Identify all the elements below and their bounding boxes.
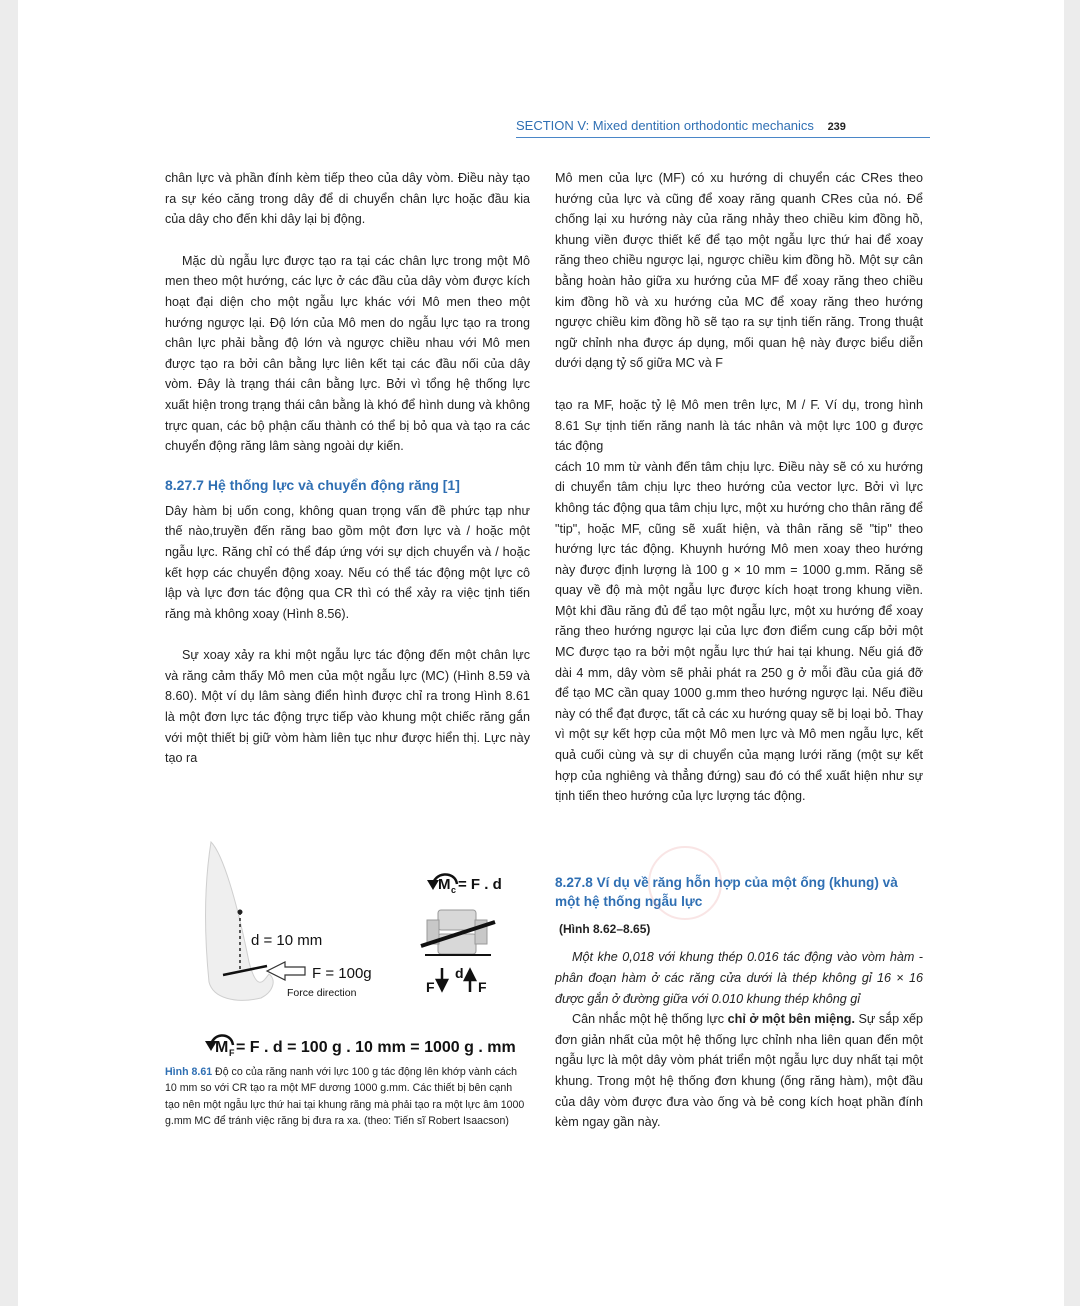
mf-symbol: M xyxy=(215,1039,229,1056)
svg-text:F: F xyxy=(426,979,435,995)
figure-reference: (Hình 8.62–8.65) xyxy=(559,921,651,936)
svg-text:F: F xyxy=(229,1048,235,1058)
caption-text: Độ co của răng nanh với lực 100 g tác động lên khớp vành cách 10 mm so với CR tạo ra một MF dương 1000 g.mm. Các thiết bị bên cạnh tạo nên một ngẫu lực thứ hai tại khung răng mà phải tạo ra một lực âm 1000 g.mm MC để tránh việc răng bị đưa ra xa. (theo: Tiến sĩ Robert Isaacson) xyxy=(165,1066,525,1128)
mf-equation: = F . d = 100 g . 10 mm = 1000 g . mm xyxy=(236,1039,516,1056)
paragraph: Mô men của lực (MF) có xu hướng di chuyển các CRes theo hướng của lực và cũng để xoay răng quanh CRes của nó. Để chống lại xu hướng này của răng nhảy theo chiều kim đồng hồ, khung viền được thiết kế để tạo một ngẫu lực thứ hai để xoay răng theo chiều ngược lại, ngược chiều kim đồng hồ. Một sự cân bằng hoàn hảo giữa xu hướng của MF để xoay răng theo chiều kim đồng hồ và xu hướng của MC để xoay răng theo hướng ngược chiều kim đồng hồ sẽ tạo ra sự tịnh tiến răng. Trong thuật ngữ chỉnh nha được áp dụng, mối quan hệ này được biểu diễn dưới dạng tỷ số giữa MC và F xyxy=(555,171,923,371)
faint-stamp-mark xyxy=(648,846,722,920)
section-heading-8-27-7 xyxy=(165,476,530,495)
force-label: F = 100g xyxy=(312,965,372,982)
bracket-diagram xyxy=(421,910,495,955)
paragraph: Cân nhắc một hệ thống lực chỉ ở một bên miệng. Sự sắp xếp đơn giản nhất của một hệ thống lực chỉnh nha liên quan đến một ngẫu lực là một dây vòm phát triển một ngẫu lực duy nhất tại một khung. Trong một hệ thống đơn khung (ống răng hàm), một đầu của dây vòm được đưa vào ống và bẻ cong kích hoạt phần đính kèm ngay gần này. xyxy=(555,1012,923,1130)
cr-dot xyxy=(238,910,243,915)
down-arrow-icon xyxy=(437,968,447,990)
running-header xyxy=(516,118,930,133)
left-column xyxy=(165,168,530,769)
figure-label: Hình 8.61 xyxy=(165,1066,213,1078)
paragraph: chân lực và phần đính kèm tiếp theo của dây vòm. Điều này tạo ra sự kéo căng trong dây để di chuyển chân lực hoặc đầu kia của dây cho đến khi dây lại bị động. xyxy=(165,171,530,227)
mc-equation: = F . d xyxy=(458,876,502,893)
paragraph: cách 10 mm từ vành đến tâm chịu lực. Điều này sẽ có xu hướng di chuyển tâm chịu lực theo hướng của vector lực. Bởi vì lực không tác động qua tâm chịu lực, một xu hướng cho thân răng để "tip", hoặc MF, cũng sẽ xuất hiện, và thân răng sẽ "tip" theo hướng lực tác động. Khuynh hướng Mô men xoay theo hướng này được định lượng là 100 g × 10 mm = 1000 g.mm. Răng sẽ quay về độ mà một ngẫu lực được kích hoạt trong khung viền. Một khi đầu răng đủ để tạo một ngẫu lực, một xu hướng để xoay răng theo hướng ngược lại của lực đơn điểm cung cấp bởi một MC được tạo ra bởi một ngẫu lực thứ hai tại khung. Nếu giá đỡ dài 4 mm, dây vòm sẽ phải phát ra 250 g ở mỗi đầu của giá đỡ để tạo MC cần quay 1000 g.mm theo hướng ngược lại. Nếu điều này có thể đạt được, tất cả các xu hướng quay sẽ bị loại bỏ. Thay vì một sự kết hợp của một Mô men lực và Mô men ngẫu lực, kết quả cuối cùng và sự di chuyển của mạng lưới răng (một sự kết hợp của nghiêng và thẳng đứng) sau đó có thể xuất hiện như sự tịnh tiến theo hướng của lực lượng tác động. xyxy=(555,459,923,804)
distance-label: d = 10 mm xyxy=(251,932,323,949)
header-rule xyxy=(516,137,930,138)
bold-phrase: chỉ ở một bên miệng. xyxy=(727,1012,855,1027)
svg-text:d: d xyxy=(455,965,464,981)
svg-text:F: F xyxy=(478,979,487,995)
figure-caption xyxy=(165,1064,525,1130)
heading-text: Hệ thống lực và chuyển động răng [1] xyxy=(207,476,460,493)
heading-number: 8.27.7 xyxy=(165,476,204,493)
paragraph: tạo ra MF, hoặc tỷ lệ Mô men trên lực, M / F. Ví dụ, trong hình 8.61 Sự tịnh tiến răng nanh là tác nhân và một lực 100 g được tác động xyxy=(555,397,923,454)
paragraph: Mặc dù ngẫu lực được tạo ra tại các chân lực trong một Mô men theo một hướng, các lực ở các đầu của dây vòm được kích hoạt đại diện cho một ngẫu lực khác với Mô men theo một hướng ngược lại. Độ lớn của Mô men do ngẫu lực tạo ra trong chân lực phải bằng độ lớn và ngược chiều nhau với Mô men được tạo ra bởi cân bằng lực liên kết tại các đầu nối của dây vòm. Đây là trạng thái cân bằng lực. Bởi vì tổng hệ thống lực xuất hiện trong trạng thái cân bằng là khó để hình dung và không trực quan, các bộ phận cấu thành có thể bị bỏ qua và tạo ra các chuyển động răng lâm sàng ngoài dự kiến. xyxy=(165,253,530,454)
section-heading-8-27-8: 8.27.8 Ví dụ về răng hỗn hợp của một ống (khung) và một hệ thống ngẫu lực xyxy=(555,874,898,909)
figure-8-61 xyxy=(165,832,535,1062)
svg-text:c: c xyxy=(451,885,457,895)
canine-tooth-shape xyxy=(206,842,274,1000)
paragraph: Sự xoay xảy ra khi một ngẫu lực tác động đến một chân lực và răng cảm thấy Mô men của một ngẫu lực (MC) (Hình 8.59 và 8.60). Một ví dụ lâm sàng điển hình được chỉ ra trong Hình 8.61 là một đơn lực tác động trực tiếp vào khung một chiếc răng gắn với một thiết bị giữ vòm hàm liên tục như được hiển thị. Lực này tạo ra xyxy=(165,648,530,766)
force-direction-label: Force direction xyxy=(287,987,357,999)
force-arrow xyxy=(267,962,305,980)
section-title: SECTION V: Mixed dentition orthodontic mechanics xyxy=(516,118,814,133)
paragraph: Một khe 0,018 với khung thép 0.016 tác động vào vòm hàm - phân đoạn hàm ở các răng cửa dưới là thép không gỉ 16 × 16 được gắn ở đường giữa với 0.010 khung thép không gỉ xyxy=(555,950,923,1006)
right-column xyxy=(555,168,923,1133)
page-number: 239 xyxy=(827,121,846,133)
up-arrow-icon xyxy=(465,970,475,992)
paragraph: Dây hàm bị uốn cong, không quan trọng vấn đề phức tạp như thế nào,truyền đến răng bao gồm một đơn lực và / hoặc một ngẫu lực. Răng chỉ có thể đáp ứng với sự dịch chuyển và / hoặc kết hợp các chuyển động xoay. Nếu có thể tác động một lực cô lập và lực đơn tác động qua CR thì có thể xảy ra việc tịnh tiến răng mà không xoay (Hình 8.56). xyxy=(165,503,530,621)
mc-symbol: M xyxy=(438,876,451,893)
